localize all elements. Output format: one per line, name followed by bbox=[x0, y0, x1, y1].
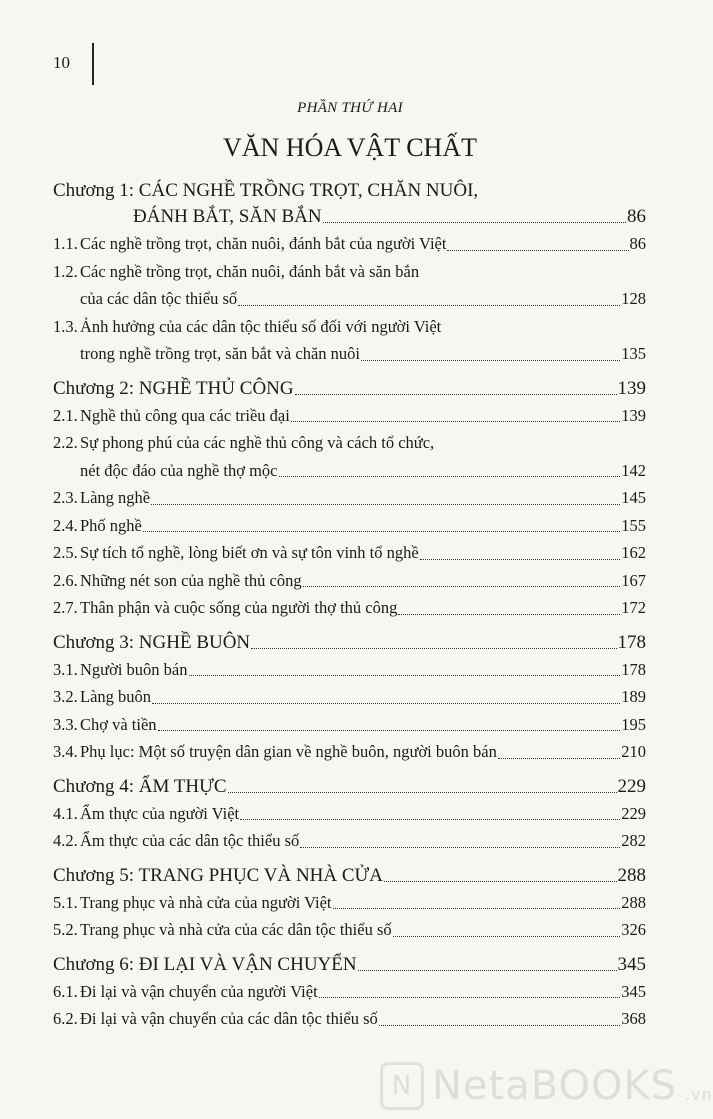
section-title: Đi lại và vận chuyển của các dân tộc thiểu số bbox=[80, 1009, 378, 1028]
chapter-heading-row bbox=[53, 376, 646, 402]
chapter-label: Chương 2: bbox=[53, 377, 135, 399]
section-page-number: 135 bbox=[621, 344, 646, 363]
table-of-contents bbox=[53, 178, 646, 1041]
dot-leader bbox=[251, 648, 616, 649]
toc-entry-line bbox=[53, 429, 646, 457]
toc-entry-line bbox=[53, 978, 646, 1006]
section-number: 4.2. bbox=[53, 831, 78, 850]
section-title-continued: của các dân tộc thiểu số bbox=[80, 289, 238, 308]
toc-entry bbox=[53, 567, 646, 595]
toc-entry bbox=[53, 683, 646, 711]
section-title: Nghề thủ công qua các triều đại bbox=[80, 405, 290, 425]
section-page-number: 162 bbox=[621, 543, 646, 562]
toc-entry-line bbox=[53, 230, 646, 258]
dot-leader bbox=[300, 847, 620, 848]
dot-leader bbox=[151, 504, 620, 505]
toc-entry bbox=[53, 230, 646, 258]
chapter-title: NGHỀ THỦ CÔNG bbox=[138, 377, 294, 399]
toc-entry bbox=[53, 313, 646, 368]
toc-entry bbox=[53, 429, 646, 484]
section-title: Thân phận và cuộc sống của người thợ thủ công bbox=[80, 598, 398, 617]
chapter-heading bbox=[53, 863, 383, 889]
section-number: 5.1. bbox=[53, 892, 78, 912]
toc-entry bbox=[53, 258, 646, 313]
toc-entry bbox=[53, 800, 646, 828]
toc-entry-line bbox=[53, 539, 646, 567]
section-number: 2.5. bbox=[53, 543, 78, 562]
section-page-number: 128 bbox=[621, 289, 646, 308]
toc-chapter-group bbox=[53, 178, 646, 368]
toc-entry bbox=[53, 594, 646, 622]
dot-leader bbox=[240, 819, 620, 820]
toc-entry-line bbox=[53, 484, 646, 512]
chapter-title: ẨM THỰC bbox=[138, 775, 227, 797]
toc-entry bbox=[53, 916, 646, 944]
section-number: 2.3. bbox=[53, 488, 78, 507]
watermark-brand: NetaBOOKS bbox=[432, 1063, 678, 1109]
section-page-number: 326 bbox=[621, 920, 646, 939]
chapter-page-number: 139 bbox=[617, 377, 646, 399]
dot-leader bbox=[398, 614, 620, 615]
section-title: Ảnh hưởng của các dân tộc thiểu số đối với người Việt bbox=[80, 316, 442, 336]
section-title: Các nghề trồng trọt, chăn nuôi, đánh bắt và săn bắn bbox=[80, 261, 420, 281]
toc-entry-line bbox=[53, 683, 646, 711]
section-title: Phố nghề bbox=[80, 515, 142, 535]
dot-leader bbox=[238, 305, 620, 306]
toc-entry bbox=[53, 656, 646, 684]
chapter-heading-row bbox=[53, 863, 646, 889]
chapter-heading-row bbox=[53, 774, 646, 800]
dot-leader bbox=[303, 586, 621, 587]
watermark-suffix: .vn bbox=[685, 1085, 713, 1104]
page-number-divider bbox=[92, 43, 94, 85]
dot-leader bbox=[189, 675, 621, 676]
toc-entry bbox=[53, 711, 646, 739]
chapter-title: ĐI LẠI VÀ VẬN CHUYỂN bbox=[138, 953, 357, 975]
toc-chapter-group bbox=[53, 774, 646, 855]
section-page-number: 155 bbox=[621, 515, 646, 535]
toc-entry-line bbox=[53, 567, 646, 595]
toc-entry-line bbox=[53, 340, 646, 368]
section-number: 2.6. bbox=[53, 570, 78, 590]
toc-entry bbox=[53, 484, 646, 512]
section-number: 3.2. bbox=[53, 687, 78, 706]
section-page-number: 86 bbox=[629, 234, 646, 253]
dot-leader bbox=[361, 360, 620, 361]
section-page-number: 229 bbox=[621, 803, 646, 823]
dot-leader bbox=[319, 997, 621, 998]
dot-leader bbox=[291, 421, 620, 422]
section-page-number: 210 bbox=[621, 742, 646, 761]
toc-entry-line bbox=[53, 313, 646, 341]
section-number: 4.1. bbox=[53, 803, 78, 823]
chapter-page-number: 345 bbox=[617, 953, 646, 975]
chapter-heading-line bbox=[53, 178, 646, 204]
toc-entry bbox=[53, 512, 646, 540]
section-title-continued: trong nghề trồng trọt, săn bắt và chăn nuôi bbox=[80, 344, 360, 363]
section-title: Những nét son của nghề thủ công bbox=[80, 570, 302, 590]
chapter-page-number: 178 bbox=[617, 631, 646, 653]
chapter-label: Chương 4: bbox=[53, 775, 135, 797]
section-title: Chợ và tiền bbox=[80, 714, 157, 734]
chapter-heading-row bbox=[53, 952, 646, 978]
section-number: 1.2. bbox=[53, 261, 78, 281]
section-number: 2.2. bbox=[53, 433, 78, 452]
section-title: Trang phục và nhà cửa của người Việt bbox=[80, 892, 332, 912]
toc-entry-line bbox=[53, 285, 646, 313]
chapter-heading-row bbox=[53, 630, 646, 656]
chapter-page-number: 229 bbox=[617, 775, 646, 797]
chapter-title: CÁC NGHỀ TRỒNG TRỌT, CHĂN NUÔI, bbox=[138, 180, 479, 201]
section-title: Phụ lục: Một số truyện dân gian về nghề buôn, người buôn bán bbox=[80, 742, 497, 761]
chapter-label: Chương 3: bbox=[53, 631, 135, 653]
section-title: Đi lại và vận chuyển của người Việt bbox=[80, 981, 318, 1001]
section-page-number: 139 bbox=[621, 405, 646, 425]
section-page-number: 189 bbox=[621, 687, 646, 706]
dot-leader bbox=[152, 703, 620, 704]
toc-chapter-group bbox=[53, 630, 646, 766]
dot-leader bbox=[228, 792, 617, 793]
section-number: 5.2. bbox=[53, 920, 78, 939]
chapter-page-number: 86 bbox=[627, 206, 646, 227]
section-number: 2.4. bbox=[53, 515, 78, 535]
section-title: Sự phong phú của các nghề thủ công và cách tổ chức, bbox=[80, 433, 435, 452]
section-number: 3.1. bbox=[53, 659, 78, 679]
toc-entry-line bbox=[53, 738, 646, 766]
section-number: 3.3. bbox=[53, 714, 78, 734]
chapter-heading bbox=[53, 952, 357, 978]
section-number: 6.1. bbox=[53, 981, 78, 1001]
section-page-number: 345 bbox=[621, 981, 646, 1001]
dot-leader bbox=[279, 476, 621, 477]
part-title: VĂN HÓA VẬT CHẤT bbox=[223, 133, 477, 162]
watermark bbox=[380, 1062, 713, 1110]
toc-entry bbox=[53, 978, 646, 1006]
chapter-heading-row bbox=[53, 204, 646, 230]
toc-entry-line bbox=[53, 1005, 646, 1033]
chapter-title: TRANG PHỤC VÀ NHÀ CỬA bbox=[138, 864, 383, 886]
dot-leader bbox=[420, 559, 621, 560]
toc-entry bbox=[53, 827, 646, 855]
toc-entry-line bbox=[53, 656, 646, 684]
section-page-number: 282 bbox=[621, 831, 646, 850]
dot-leader bbox=[498, 758, 620, 759]
toc-entry-line bbox=[53, 711, 646, 739]
chapter-label: Chương 1: bbox=[53, 180, 135, 201]
dot-leader bbox=[393, 936, 621, 937]
section-page-number: 368 bbox=[621, 1009, 646, 1028]
page-number: 10 bbox=[53, 53, 70, 72]
chapter-label: Chương 6: bbox=[53, 953, 135, 975]
section-title: Sự tích tổ nghề, lòng biết ơn và sự tôn vinh tổ nghề bbox=[80, 543, 419, 562]
section-title: Làng nghề bbox=[80, 488, 151, 507]
chapter-label: Chương 5: bbox=[53, 864, 135, 886]
chapter-heading bbox=[53, 774, 227, 800]
section-page-number: 142 bbox=[621, 460, 646, 480]
section-number: 6.2. bbox=[53, 1009, 78, 1028]
netabooks-logo-icon: N bbox=[380, 1062, 424, 1110]
chapter-title: NGHỀ BUÔN bbox=[138, 631, 251, 653]
toc-entry-line bbox=[53, 402, 646, 430]
toc-entry bbox=[53, 402, 646, 430]
dot-leader bbox=[323, 222, 626, 223]
section-page-number: 167 bbox=[621, 570, 646, 590]
toc-chapter-group bbox=[53, 863, 646, 944]
section-page-number: 195 bbox=[621, 714, 646, 734]
dot-leader bbox=[379, 1025, 620, 1026]
dot-leader bbox=[358, 970, 617, 971]
section-title: Ẩm thực của người Việt bbox=[80, 803, 240, 823]
section-page-number: 172 bbox=[621, 598, 646, 617]
section-number: 1.3. bbox=[53, 316, 78, 336]
dot-leader bbox=[447, 250, 628, 251]
chapter-heading bbox=[53, 630, 250, 656]
section-title: Làng buôn bbox=[80, 687, 152, 706]
toc-entry bbox=[53, 889, 646, 917]
section-title: Ẩm thực của các dân tộc thiểu số bbox=[80, 831, 300, 850]
chapter-page-number: 288 bbox=[617, 864, 646, 886]
chapter-title-continued: ĐÁNH BẮT, SĂN BẮN bbox=[133, 206, 322, 227]
toc-entry-line bbox=[53, 916, 646, 944]
toc-entry bbox=[53, 738, 646, 766]
dot-leader bbox=[143, 531, 620, 532]
chapter-heading bbox=[53, 376, 294, 402]
section-title: Trang phục và nhà cửa của các dân tộc thiểu số bbox=[80, 920, 392, 939]
toc-entry-line bbox=[53, 594, 646, 622]
toc-entry-line bbox=[53, 889, 646, 917]
section-title-continued: nét độc đáo của nghề thợ mộc bbox=[80, 460, 278, 480]
part-label: PHẦN THỨ HAI bbox=[297, 100, 403, 116]
dot-leader bbox=[158, 730, 621, 731]
dot-leader bbox=[333, 908, 621, 909]
toc-entry-line bbox=[53, 457, 646, 485]
section-title: Người buôn bán bbox=[80, 659, 188, 679]
section-page-number: 145 bbox=[621, 488, 646, 507]
section-number: 1.1. bbox=[53, 234, 78, 253]
section-page-number: 178 bbox=[621, 659, 646, 679]
toc-entry bbox=[53, 539, 646, 567]
dot-leader bbox=[384, 881, 617, 882]
toc-entry-line bbox=[53, 512, 646, 540]
toc-entry-line bbox=[53, 258, 646, 286]
section-number: 3.4. bbox=[53, 742, 78, 761]
section-page-number: 288 bbox=[621, 892, 646, 912]
toc-chapter-group bbox=[53, 376, 646, 622]
dot-leader bbox=[295, 394, 617, 395]
toc-chapter-group bbox=[53, 952, 646, 1033]
toc-entry-line bbox=[53, 827, 646, 855]
toc-entry bbox=[53, 1005, 646, 1033]
section-number: 2.1. bbox=[53, 405, 78, 425]
toc-entry-line bbox=[53, 800, 646, 828]
section-number: 2.7. bbox=[53, 598, 78, 617]
section-title: Các nghề trồng trọt, chăn nuôi, đánh bắt của người Việt bbox=[80, 234, 447, 253]
